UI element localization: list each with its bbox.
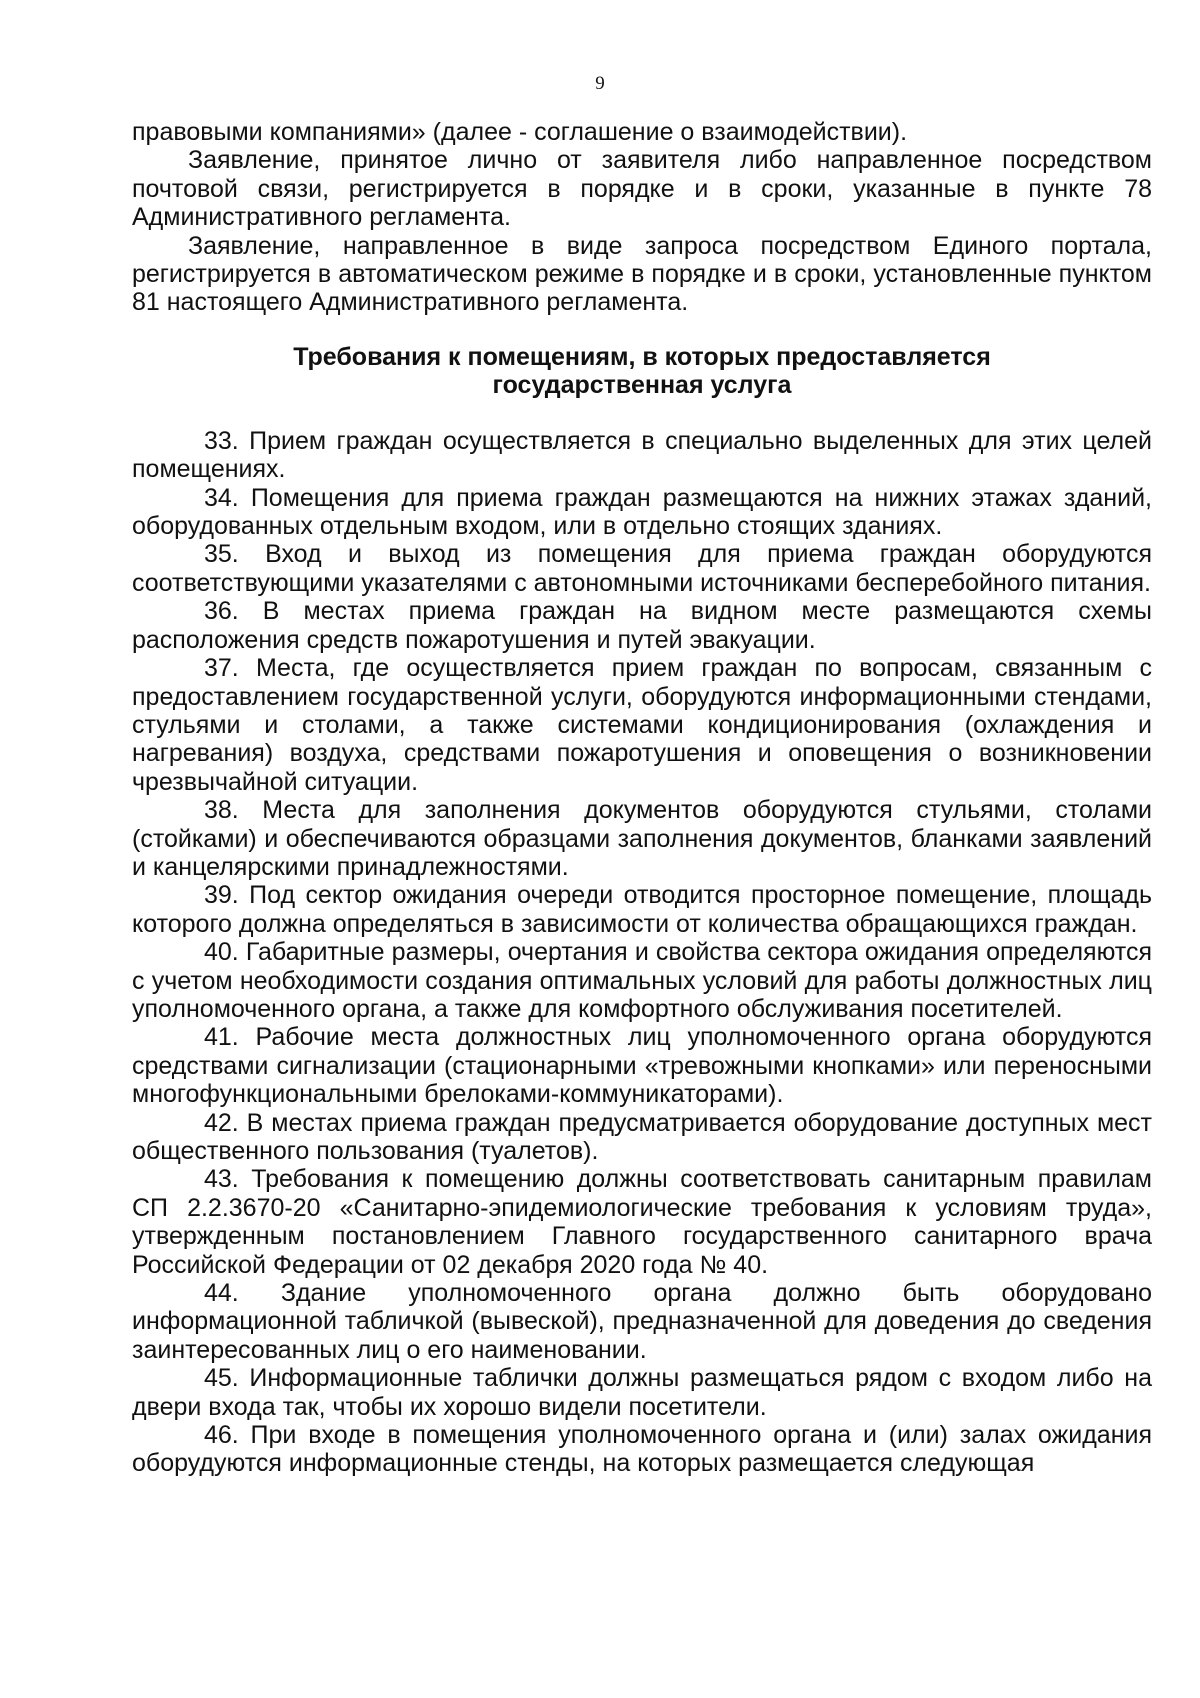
clause-39: 39. Под сектор ожидания очереди отводится просторное помещение, площадь которого должна определяться в зависимости от количества обращающихся граждан. <box>132 881 1152 938</box>
clause-43: 43. Требования к помещению должны соответствовать санитарным правилам СП 2.2.3670-20 «Санитарно-эпидемиологические требования к условиям труда», утвержденным постановлением Главного государственного санитарного врача Российской Федерации от 02 декабря 2020 года № 40. <box>132 1165 1152 1279</box>
clause-36: 36. В местах приема граждан на видном месте размещаются схемы расположения средств пожаротушения и путей эвакуации. <box>132 597 1152 654</box>
clause-35: 35. Вход и выход из помещения для приема граждан оборудуются соответствующими указателями с автономными источниками бесперебойного питания. <box>132 540 1152 597</box>
clause-46: 46. При входе в помещения уполномоченного органа и (или) залах ожидания оборудуются информационные стенды, на которых размещается следующая <box>132 1421 1152 1478</box>
section-heading-line-2: государственная услуга <box>492 370 792 399</box>
clause-40: 40. Габаритные размеры, очертания и свойства сектора ожидания определяются с учетом необходимости создания оптимальных условий для работы должностных лиц уполномоченного органа, а также для комфортного обслуживания посетителей. <box>132 938 1152 1023</box>
clause-41: 41. Рабочие места должностных лиц уполномоченного органа оборудуются средствами сигнализации (стационарными «тревожными кнопками» или переносными многофункциональными брелоками-коммуникаторами). <box>132 1023 1152 1109</box>
clause-34: 34. Помещения для приема граждан размещаются на нижних этажах зданий, оборудованных отдельным входом, или в отдельно стоящих зданиях. <box>132 483 1152 541</box>
clause-33: 33. Прием граждан осуществляется в специально выделенных для этих целей помещениях. <box>132 426 1152 484</box>
paragraph-continuation: правовыми компаниями» (далее - соглашение о взаимодействии). <box>132 118 908 146</box>
page-number: 9 <box>595 73 605 94</box>
section-heading-line-1: Требования к помещениям, в которых предоставляется <box>293 342 991 371</box>
section-heading <box>132 343 1152 399</box>
paragraph-application-portal: Заявление, направленное в виде запроса посредством Единого портала, регистрируется в автоматическом режиме в порядке и в сроки, установленные пунктом 81 настоящего Административного регламента. <box>132 231 1152 317</box>
paragraph-application-in-person: Заявление, принятое лично от заявителя либо направленное посредством почтовой связи, регистрируется в порядке и в сроки, указанные в пункте 78 Административного регламента. <box>132 146 1152 232</box>
clause-38: 38. Места для заполнения документов оборудуются стульями, столами (стойками) и обеспечиваются образцами заполнения документов, бланками заявлений и канцелярскими принадлежностями. <box>132 796 1152 881</box>
clause-45: 45. Информационные таблички должны размещаться рядом с входом либо на двери входа так, чтобы их хорошо видели посетители. <box>132 1364 1152 1421</box>
clause-44: 44. Здание уполномоченного органа должно быть оборудовано информационной табличкой (вывеской), предназначенной для доведения до сведения заинтересованных лиц о его наименовании. <box>132 1279 1152 1364</box>
document-body <box>132 118 1152 1478</box>
clause-37: 37. Места, где осуществляется прием граждан по вопросам, связанным с предоставлением государственной услуги, оборудуются информационными стендами, стульями и столами, а также системами кондиционирования (охлаждения и нагревания) воздуха, средствами пожаротушения и оповещения о возникновении чрезвычайной ситуации. <box>132 654 1152 796</box>
clause-42: 42. В местах приема граждан предусматривается оборудование доступных мест общественного пользования (туалетов). <box>132 1108 1152 1165</box>
